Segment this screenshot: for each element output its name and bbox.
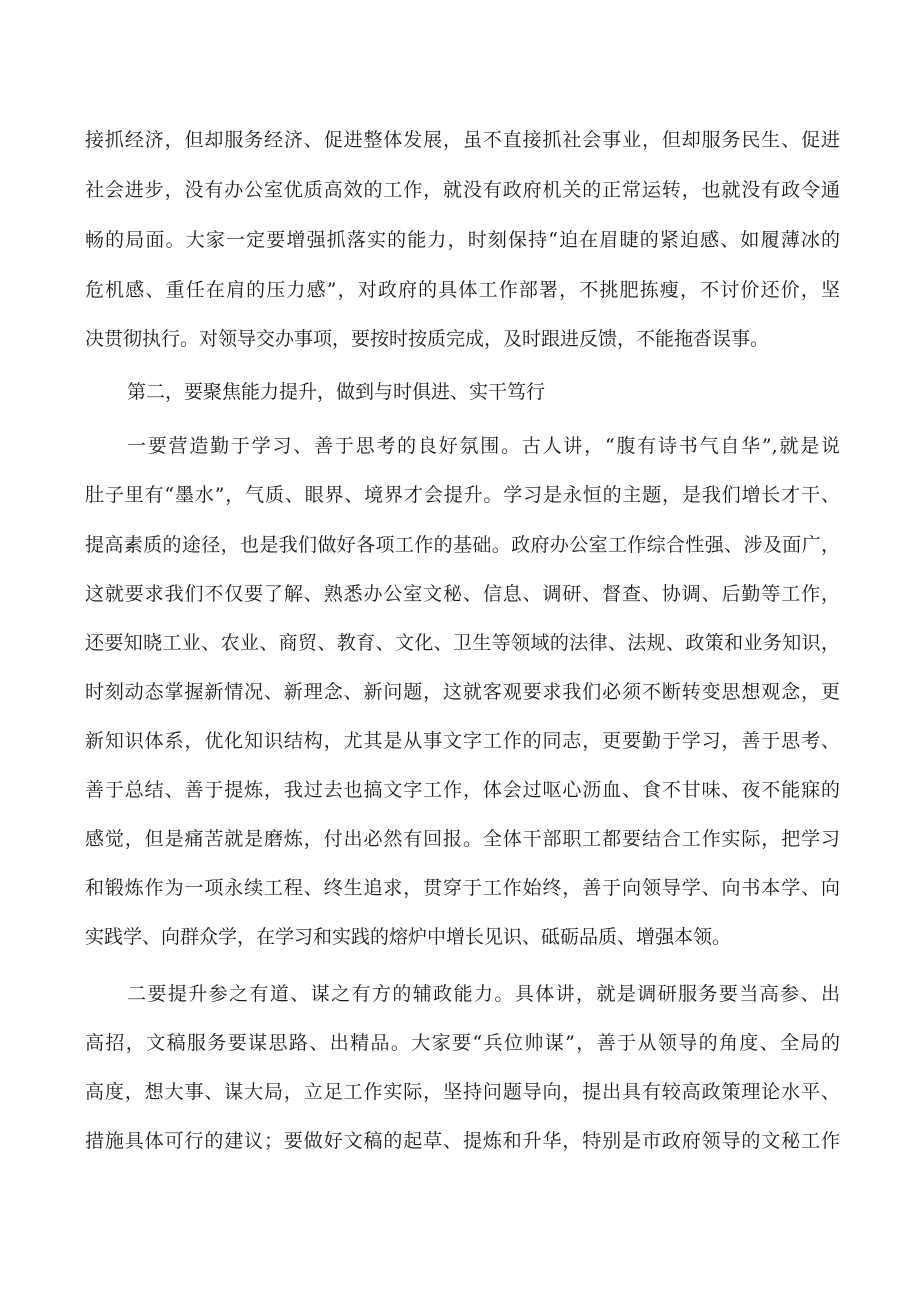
text-line: 社会进步，没有办公室优质高效的工作，就没有政府机关的正常运转，也就没有政令通 [85,179,840,201]
text-line: 一要营造勤于学习、善于思考的良好氛围。古人讲，“腹有诗书气自华”,就是说 [127,435,840,457]
text-line: 畅的局面。大家一定要增强抓落实的能力，时刻保持“迫在眉睫的紧迫感、如履薄冰的 [85,229,840,251]
text-line: 二要提升参之有道、谋之有方的辅政能力。具体讲，就是调研服务要当高参、出 [127,983,840,1005]
text-line: 接抓经济，但却服务经济、促进整体发展，虽不直接抓社会事业，但却服务民生、促进 [85,129,840,151]
text-line: 和锻炼作为一项永续工程、终生追求，贯穿于工作始终，善于向领导学、向书本学、向 [85,877,840,899]
text-line: 新知识体系，优化知识结构，尤其是从事文字工作的同志，更要勤于学习，善于思考、 [85,730,840,752]
text-line: 还要知晓工业、农业、商贸、教育、文化、卫生等领域的法律、法规、政策和业务知识， [85,632,840,654]
text-line: 高度，想大事、谋大局，立足工作实际，坚持问题导向，提出具有较高政策理论水平、 [85,1081,840,1103]
text-line: 感觉，但是痛苦就是磨炼，付出必然有回报。全体干部职工都要结合工作实际，把学习 [85,828,840,850]
text-line: 措施具体可行的建议；要做好文稿的起草、提炼和升华，特别是市政府领导的文秘工作 [85,1130,840,1152]
text-line: 时刻动态掌握新情况、新理念、新问题，这就客观要求我们必须不断转变思想观念，更 [85,681,840,703]
text-line: 肚子里有“墨水”，气质、眼界、境界才会提升。学习是永恒的主题，是我们增长才干、 [85,484,840,506]
text-line: 危机感、重任在肩的压力感”，对政府的具体工作部署，不挑肥拣瘦，不讨价还价，坚 [85,279,840,301]
heading-line: 第二，要聚焦能力提升，做到与时俱进、实干笃行 [127,381,546,403]
text-line: 高招，文稿服务要谋思路、出精品。大家要“兵位帅谋”，善于从领导的角度、全局的 [85,1032,840,1054]
text-line: 决贯彻执行。对领导交办事项，要按时按质完成，及时跟进反馈，不能拖沓误事。 [85,328,770,350]
text-line: 善于总结、善于提炼，我过去也搞文字工作，体会过呕心沥血、食不甘味、夜不能寐的 [85,779,840,801]
text-line: 这就要求我们不仅要了解、熟悉办公室文秘、信息、调研、督查、协调、后勤等工作， [85,583,840,605]
text-line: 提高素质的途径，也是我们做好各项工作的基础。政府办公室工作综合性强、涉及面广， [85,534,840,556]
text-line: 实践学、向群众学，在学习和实践的熔炉中增长见识、砥砺品质、增强本领。 [85,926,732,948]
